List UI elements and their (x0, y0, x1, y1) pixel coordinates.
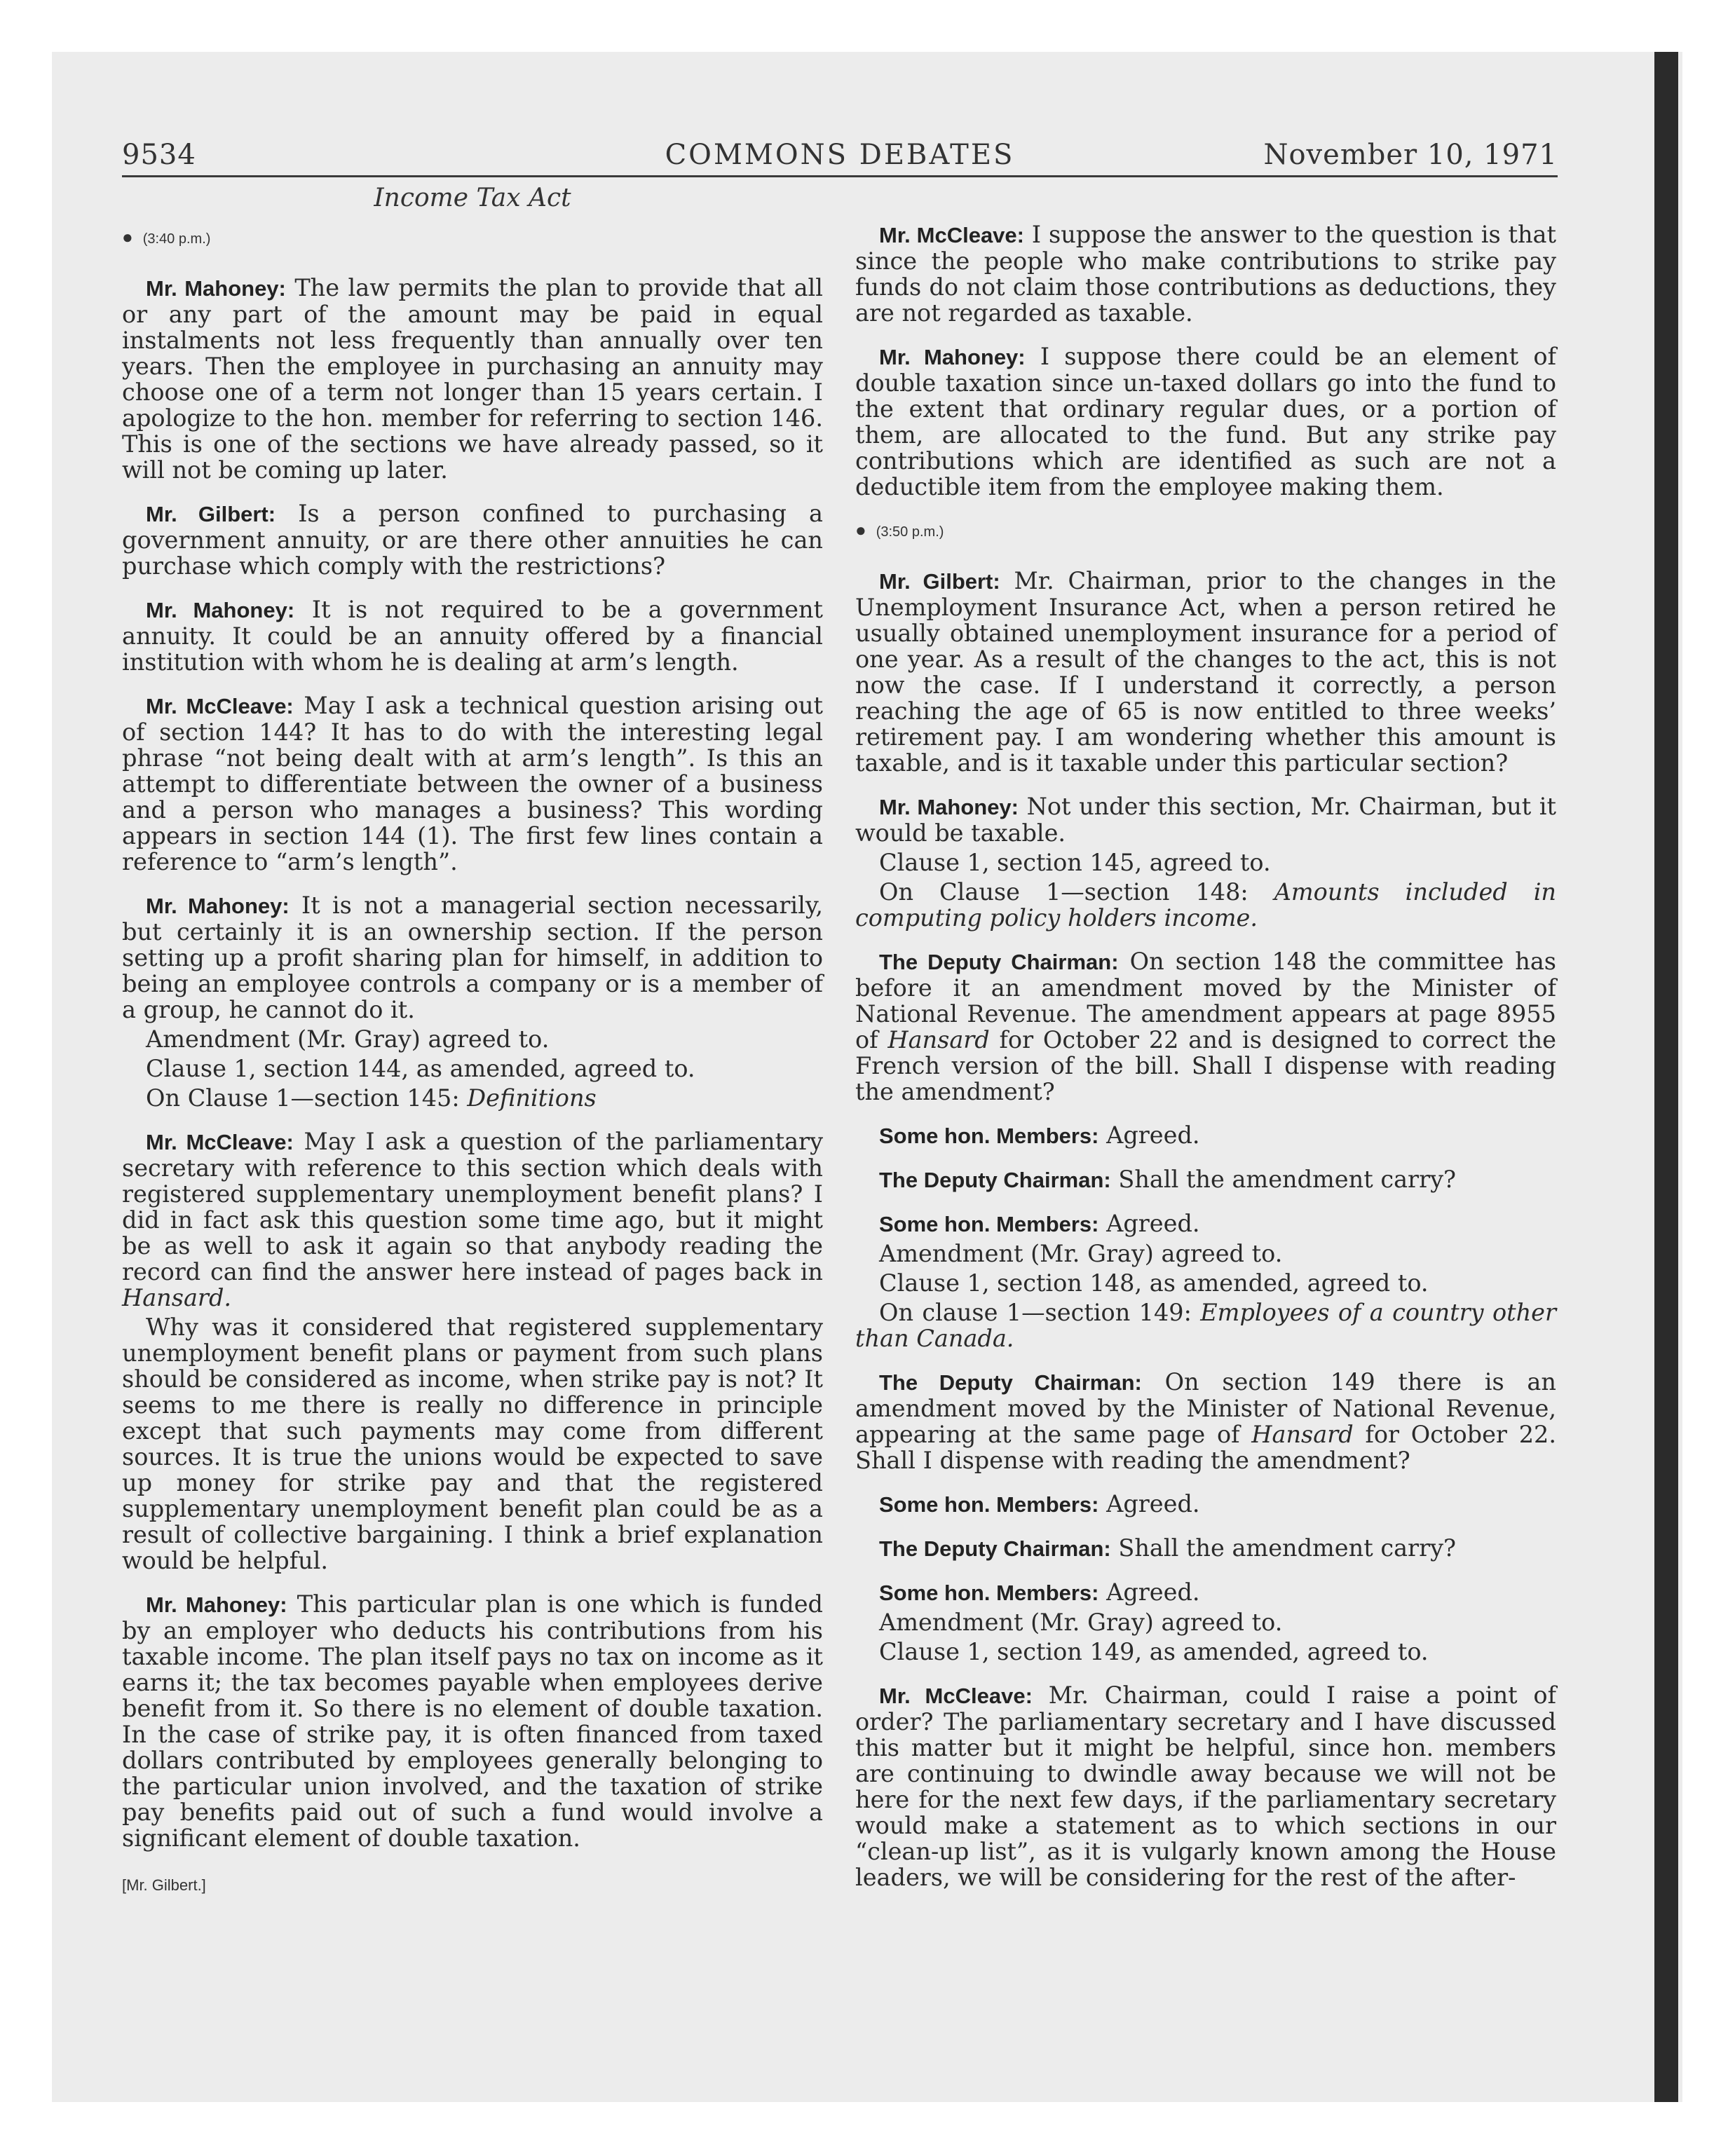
speaker-name: Mr. Gilbert: (879, 569, 1000, 594)
speaker-name: Mr. McCleave: (879, 223, 1024, 247)
speech-paragraph: Mr. Mahoney: The law permits the plan to provide that all or any part of the amount may be paid in equal instalments not less frequently than annually over ten years. Then the employee in purchasing an annuity may choose one of a term not longer than 15 years certain. I apologize to the hon. member for referring to section 146. This is one of the sections we have already passed, so it will not be coming up later. (122, 274, 823, 484)
speech-paragraph: Mr. Mahoney: It is not a managerial section necessarily, but certainly it is an ownership section. If the person setting up a profit sharing plan for himself, in addition to being an employee controls a company or is a member of a group, he cannot do it. (122, 892, 823, 1023)
speech-paragraph: Mr. Mahoney: It is not required to be a government annuity. It could be an annuity offered by a financial institution with whom he is dealing at arm’s length. (122, 596, 823, 676)
proceeding-line: Clause 1, section 144, as amended, agreed to. (146, 1055, 695, 1082)
speech-paragraph: Some hon. Members: Agreed. (879, 1578, 1200, 1606)
time-marker: ● (3:40 p.m.) (122, 226, 211, 247)
speech-paragraph: The Deputy Chairman: Shall the amendment carry? (879, 1534, 1456, 1562)
speech-paragraph: The Deputy Chairman: Shall the amendment carry? (879, 1166, 1456, 1193)
page-number: 9534 (122, 139, 196, 171)
speech-paragraph: Mr. Mahoney: Not under this section, Mr. Chairman, but it would be taxable. (855, 793, 1556, 847)
speech-paragraph: Mr. McCleave: May I ask a question of the parliamentary secretary with reference to this section which deals with registered supplementary unemployment benefit plans? I did in fact ask this question some time ago, but it might be as well to ask it again so that anybody reading the record can find the answer here instead of pages back in Hansard. (122, 1128, 824, 1311)
clause-heading: On Clause 1—section 145: Definitions (146, 1084, 597, 1112)
speech-paragraph: Mr. Gilbert: Mr. Chairman, prior to the changes in the Unemployment Insurance Act, when a person retired he usually obtained unemployment insurance for a period of one year. As a result of the changes to the act, this is not now the case. If I understand it correctly, a person reaching the age of 65 is now entitled to three weeks’ retirement pay. I am wondering whether this amount is taxable, and is it taxable under this particular section? (855, 567, 1556, 777)
section-title: Income Tax Act (374, 184, 571, 212)
speaker-name: Mr. Mahoney: (146, 894, 290, 918)
speaker-name: Mr. Mahoney: (879, 795, 1019, 819)
speech-paragraph: Mr. McCleave: I suppose the answer to the question is that since the people who make contributions to strike pay funds do not claim those contributions as deductions, they are not regarded as taxable. (855, 221, 1556, 327)
speaker-name: Some hon. Members: (879, 1581, 1099, 1605)
speech-paragraph: Mr. Gilbert: Is a person confined to purchasing a government annuity, or are there other annuities he can purchase which comply with the restrictions? (122, 500, 823, 580)
speaker-name: The Deputy Chairman: (879, 950, 1119, 974)
speaker-name: The Deputy Chairman: (879, 1370, 1142, 1395)
publication-title: COMMONS DEBATES (665, 139, 1015, 171)
speaker-name: Some hon. Members: (879, 1212, 1099, 1236)
scan-edge-shadow (1654, 52, 1678, 2102)
speaker-name: Mr. Mahoney: (146, 1592, 287, 1617)
speaker-name: Mr. McCleave: (879, 1684, 1033, 1708)
speech-paragraph: Mr. McCleave: May I ask a technical question arising out of section 144? It has to do with the interesting legal phrase “not being dealt with at arm’s length”. Is this an attempt to differentiate between the owner of a business and a person who manages a business? This wording appears in section 144 (1). The first few lines contain a reference to “arm’s length”. (122, 692, 823, 875)
clause-heading: On Clause 1—section 148: Amounts included in computing policy holders income. (855, 878, 1557, 932)
speaker-attribution: [Mr. Gilbert.] (122, 1876, 206, 1894)
left-column (122, 221, 823, 1898)
proceeding-line: Clause 1, section 148, as amended, agreed to. (879, 1269, 1429, 1297)
speech-paragraph: Mr. Mahoney: This particular plan is one which is funded by an employer who deducts his contributions from his taxable income. The plan itself pays no tax on income as it earns it; the tax becomes payable when employees derive benefit from it. So there is no element of double taxation. In the case of strike pay, it is often financed from taxed dollars contributed by employees generally belonging to the particular union involved, and the taxation of strike pay benefits paid out of such a fund would involve a significant element of double taxation. (122, 1590, 823, 1852)
proceeding-line: Amendment (Mr. Gray) agreed to. (879, 1240, 1283, 1267)
speaker-name: The Deputy Chairman: (879, 1168, 1111, 1192)
speaker-name: Mr. Gilbert: (146, 502, 276, 526)
speaker-name: The Deputy Chairman: (879, 1536, 1111, 1561)
speech-paragraph: The Deputy Chairman: On section 148 the committee has before it an amendment moved by the Minister of National Revenue. The amendment appears at page 8955 of Hansard for October 22 and is designed to correct the French version of the bill. Shall I dispense with reading the amendment? (855, 948, 1556, 1105)
bullet-icon: ● (122, 226, 133, 247)
speech-paragraph: Some hon. Members: Agreed. (879, 1210, 1200, 1237)
speech-paragraph: Mr. McCleave: Mr. Chairman, could I raise a point of order? The parliamentary secretary and I have discussed this matter but it might be helpful, since hon. members are continuing to dwindle away because we will not be here for the next few days, if the parliamentary secretary would make a statement as to which sections in our “clean-up list”, as it is vulgarly known among the House leaders, we will be considering for the rest of the after- (855, 1681, 1556, 1891)
speaker-name: Mr. Mahoney: (146, 598, 295, 622)
proceeding-line: Clause 1, section 149, as amended, agreed to. (879, 1638, 1429, 1665)
speaker-name: Mr. Mahoney: (879, 345, 1026, 369)
proceeding-line: Amendment (Mr. Gray) agreed to. (879, 1609, 1283, 1636)
time-marker: ● (3:50 p.m.) (855, 519, 944, 540)
publication-date: November 10, 1971 (1263, 139, 1558, 171)
proceeding-line: Amendment (Mr. Gray) agreed to. (146, 1025, 550, 1053)
speaker-name: Some hon. Members: (879, 1124, 1099, 1148)
proceeding-line: Clause 1, section 145, agreed to. (879, 849, 1271, 876)
speech-paragraph: Why was it considered that registered supplementary unemployment benefit plans or payment from such plans should be considered as income, when strike pay is not? It seems to me there is really no difference in principle except that such payments may come from different sources. It is true the unions would be expected to save up money for strike pay and that the registered supplementary unemployment benefit plan could be as a result of collective bargaining. I think a brief explanation would be helpful. (122, 1314, 823, 1574)
page-header (122, 133, 1558, 177)
speaker-name: Mr. Mahoney: (146, 276, 286, 301)
speech-paragraph: Mr. Mahoney: I suppose there could be an element of double taxation since un-taxed dollars go into the fund to the extent that ordinary regular dues, or a portion of them, are allocated to the fund. But any strike pay contributions which are identified as such are not a deductible item from the employee making them. (855, 343, 1556, 500)
speech-paragraph: Some hon. Members: Agreed. (879, 1121, 1200, 1149)
speaker-name: Some hon. Members: (879, 1492, 1099, 1517)
bullet-icon: ● (855, 519, 866, 540)
speaker-name: Mr. McCleave: (146, 1130, 294, 1154)
speech-paragraph: The Deputy Chairman: On section 149 there is an amendment moved by the Minister of National Revenue, appearing at the same page of Hansard for October 22. Shall I dispense with reading the amendment? (855, 1368, 1556, 1474)
speech-paragraph: Some hon. Members: Agreed. (879, 1490, 1200, 1517)
clause-heading: On clause 1—section 149: Employees of a country other than Canada. (855, 1299, 1556, 1352)
right-column (855, 221, 1556, 1908)
speaker-name: Mr. McCleave: (146, 694, 294, 718)
